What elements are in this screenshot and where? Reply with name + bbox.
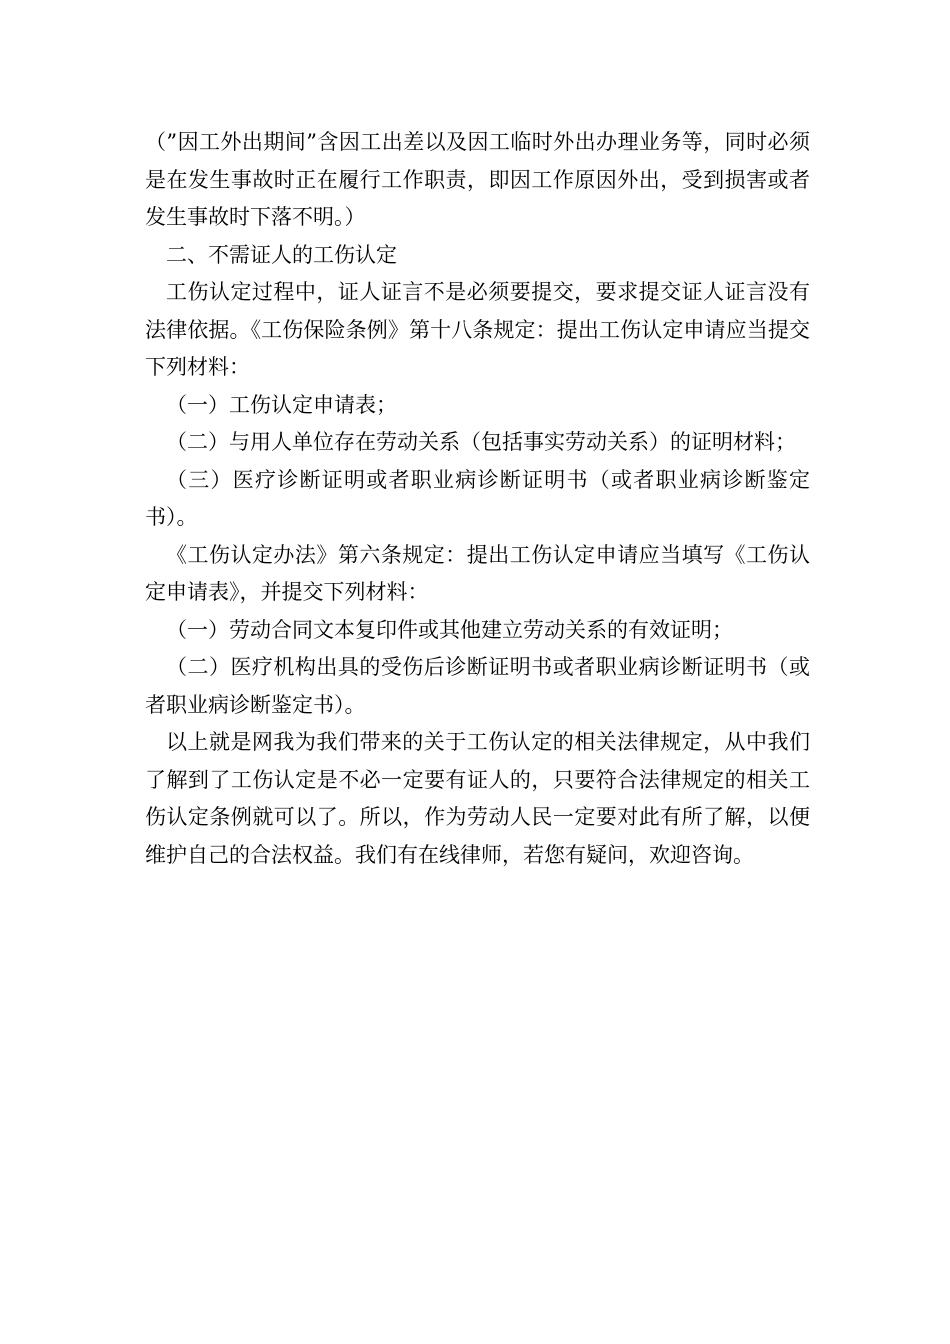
list-item-2: （二）与用人单位存在劳动关系（包括事实劳动关系）的证明材料； [166, 430, 796, 454]
list-item-4: （一）劳动合同文本复印件或其他建立劳动关系的有效证明； [166, 617, 733, 642]
paragraph-intro-note: （”因工外出期间”含因工出差以及因工临时外出办理业务等，同时必须是在发生事故时正在履行工作职责，即因工作原因外出，受到损害或者发生事故时下落不明。） [145, 130, 810, 229]
paragraph-regulation: 《工伤认定办法》第六条规定：提出工伤认定申请应当填写《工伤认定申请表》，并提交下列材料： [145, 542, 810, 604]
section-heading: 二、不需证人的工伤认定 [166, 242, 397, 267]
list-item-1: （一）工伤认定申请表； [166, 392, 397, 417]
paragraph-witness: 工伤认定过程中，证人证言不是必须要提交，要求提交证人证言没有法律依据。《工伤保险条例》第十八条规定：提出工伤认定申请应当提交下列材料： [145, 280, 810, 379]
list-item-3: （三）医疗诊断证明或者职业病诊断证明书（或者职业病诊断鉴定书）。 [145, 467, 810, 529]
paragraph-conclusion: 以上就是网我为我们带来的关于工伤认定的相关法律规定，从中我们了解到了工伤认定是不必一定要有证人的，只要符合法律规定的相关工伤认定条例就可以了。所以，作为劳动人民一定要对此有所了解，以便维护自己的合法权益。我们有在线律师，若您有疑问，欢迎咨询。 [145, 730, 810, 867]
document-body [145, 124, 810, 874]
list-item-5: （二）医疗机构出具的受伤后诊断证明书或者职业病诊断证明书（或者职业病诊断鉴定书）。 [145, 655, 810, 717]
